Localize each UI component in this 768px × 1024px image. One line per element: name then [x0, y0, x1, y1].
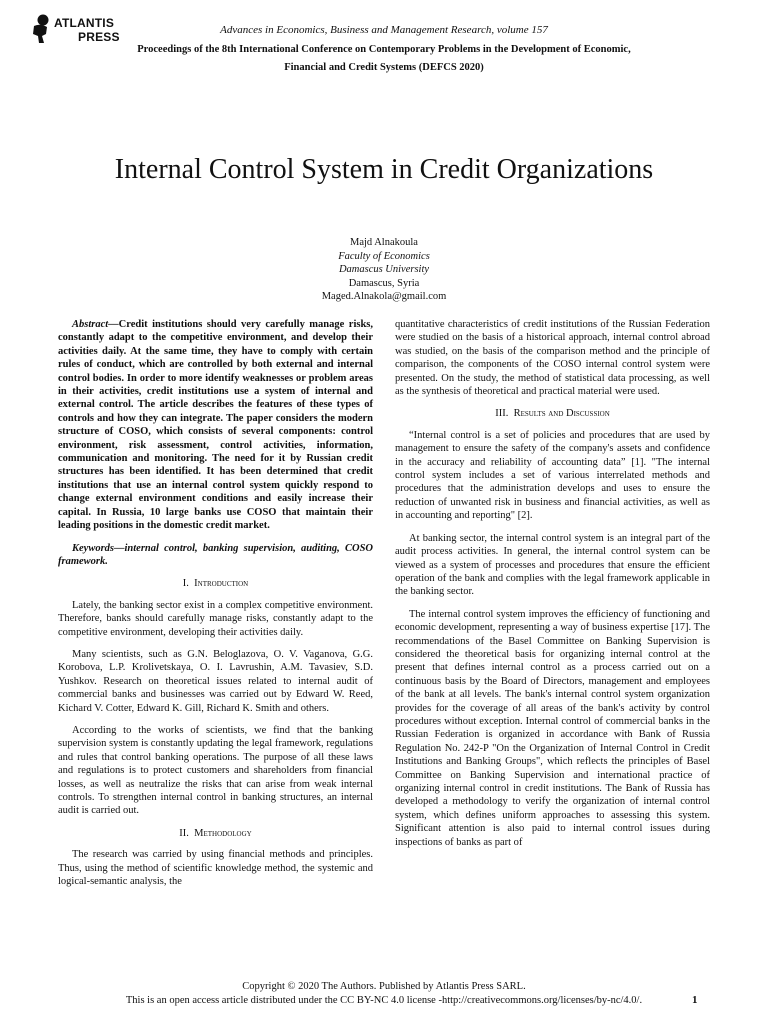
- logo-line2: PRESS: [78, 30, 120, 44]
- page-number: 1: [692, 994, 698, 1006]
- author-university: Damascus University: [338, 264, 430, 275]
- section-heading-methodology: [58, 827, 373, 840]
- section-number: III.: [495, 408, 509, 420]
- section-title: Results and Discussion: [513, 408, 610, 420]
- results-paragraph-2: At banking sector, the internal control system is an integral part of the audit process activities. In general, the internal control system can be viewed as a system of processes and procedures that ensure the efficient operation of the bank and complies with the legal framework applicable in the banking sector.: [395, 532, 710, 598]
- method-paragraph-1-continued: quantitative characteristics of credit institutions of the Russian Federation were studied on the basis of a historical approach, internal control abroad was studied, on the basis of the comparison method and the principle of comparison, the components of the COSO internal control system were presented. On the study, the method of statistical data processing, as well as the synthesis of theoretical and practical material were used.: [395, 319, 710, 398]
- abstract-text: —Credit institutions should very carefully manage risks, constantly adapt to the competitive environment, and develop their activities daily. At the same time, they have to comply with certain rules of conduct, which are controlled by both external and internal control bodies. In order to more identify weaknesses or problem areas in their activities, credit institutions use a system of internal and external control. The article describes the features of these types of controls and how they can integrate. The paper considers the modern structure of COSO, which consists of several components: control environment, risk assessment, control activities, information, communication and monitoring. The need for it by Russian credit structures has been identified. It has been determined that credit institutions that use an internal control system quickly respond to change external environment conditions and easily increase their capital. In Russia, 10 large banks use COSO that maintain their leading positions in the domestic credit market.: [58, 319, 373, 532]
- abstract: [58, 318, 373, 533]
- author-block: [0, 236, 768, 304]
- right-column: [395, 318, 710, 858]
- proceedings-header: [100, 41, 668, 77]
- results-paragraph-1: “Internal control is a set of policies and procedures that are used by management to ensure the safety of the company's assets and confidence in the accuracy and reliability of accounting data” [1]. "The internal control system includes a set of various interrelated methods and procedures that the administration develops and uses to ensure the reduction of unwanted risk in business and financial activities, as well as in accounting and reporting" [2].: [395, 429, 710, 522]
- license-line: This is an open access article distributed under the CC BY-NC 4.0 license -http://creativecommons.org/licenses/by-nc/4.0/.: [125, 995, 643, 1006]
- left-column: [58, 318, 373, 897]
- results-paragraph-3: The internal control system improves the efficiency of functioning and economic development, representing a way of business expertise [17]. The recommendations of the Basel Committee on Banking Supervision is considered the theoretical basis for organizing internal control at the present that defines internal control as a process carried out on a continuous basis by the Board of Directors, management and employees of the bank at all levels. The bank's internal control system organization provides for the coverage of all areas of the bank's activity by control procedures without exception. Internal control of commercial banks in the Russian Federation is organized in accordance with Bank of Russia Regulation No. 242-P "On the Organization of Internal Control in Credit Institutions and Banking Groups", which reflects the principles of Basel Committee on Banking Supervision and international practice of organizing internal control in credit institutions. The Bank of Russia has developed a methodology to verify the organization of internal control system, which defines uniform approaches to assessing this system. Significant attention is also paid to internal control issues during inspections of banks as part of: [395, 608, 710, 848]
- abstract-lead: Abstract: [72, 319, 109, 330]
- author-email: Maged.Alnakola@gmail.com: [321, 291, 447, 302]
- author-faculty: Faculty of Economics: [338, 250, 430, 262]
- proceedings-line1: Proceedings of the 8th International Conference on Contemporary Problems in the Development of Economic,: [137, 44, 631, 55]
- section-heading-introduction: [58, 577, 373, 590]
- intro-paragraph-3: According to the works of scientists, we find that the banking supervision system is constantly updating the legal framework, regulations and rules that control banking operations. The purpose of all these laws and regulations is to protect customers and shareholders from financial losses, as well as neutralize the risks that can arise from weak internal controls. To strengthen internal control in banking structures, an internal audit is carried out.: [58, 724, 373, 817]
- section-title: Methodology: [194, 827, 252, 839]
- intro-paragraph-2: Many scientists, such as G.N. Beloglazova, O. V. Vaganova, G.G. Korobova, L.P. Krolivetskaya, O. I. Lavrushin, A.M. Tavasiev, S.D. Yushkov. Research on theoretical issues related to internal audit of commercial banks and businesses was carried out by Edward W. Reed, Kichard V. Cotter, Edward K. Gill, Richard K. Smith and others.: [58, 648, 373, 714]
- author-name: Majd Alnakoula: [350, 237, 418, 248]
- page-footer: [0, 980, 768, 1008]
- volume-header: Advances in Economics, Business and Management Research, volume 157: [220, 24, 548, 36]
- section-number: I.: [182, 578, 189, 590]
- copyright-line: Copyright © 2020 The Authors. Published by Atlantis Press SARL.: [242, 981, 526, 992]
- intro-paragraph-1: Lately, the banking sector exist in a complex competitive environment. Therefore, banks should carefully manage risks, constantly adapt to the competitive environment, developing their activities daily.: [58, 599, 373, 638]
- section-number: II.: [179, 827, 189, 839]
- proceedings-line2: Financial and Credit Systems (DEFCS 2020): [284, 62, 484, 73]
- section-heading-results: [395, 407, 710, 420]
- paper-title: Internal Control System in Credit Organizations: [114, 154, 654, 185]
- method-paragraph-1: The research was carried by using financial methods and principles. Thus, using the method of scientific knowledge method, the systemic and logical-semantic analysis, the: [58, 849, 373, 888]
- section-title: Introduction: [194, 578, 249, 590]
- keywords: Keywords—internal control, banking supervision, auditing, COSO framework.: [58, 542, 373, 567]
- author-location: Damascus, Syria: [348, 277, 420, 289]
- logo-line1: ATLANTIS: [54, 16, 115, 30]
